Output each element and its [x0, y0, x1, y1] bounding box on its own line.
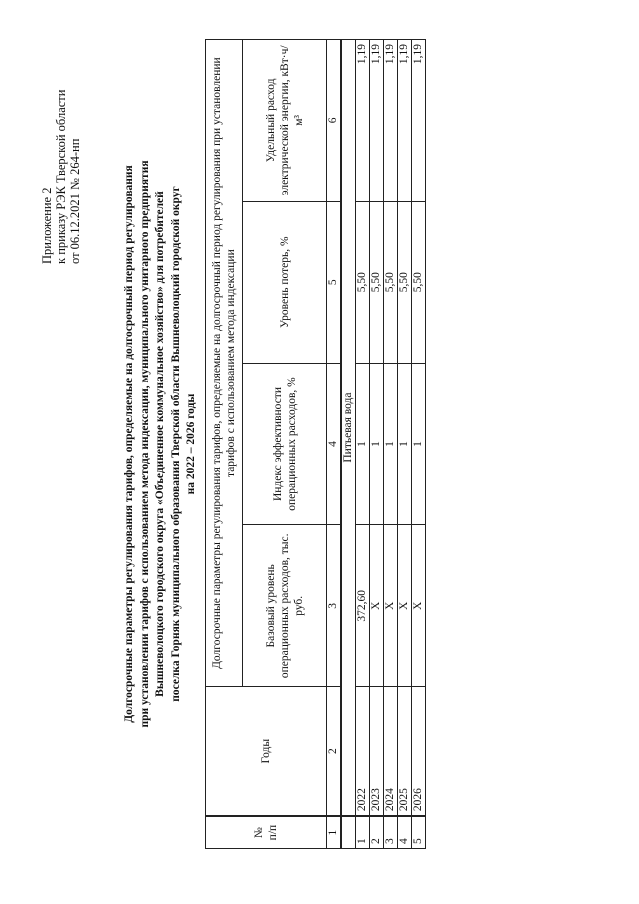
- column-number: 5: [327, 201, 342, 363]
- section-row: [341, 40, 356, 849]
- appendix-line-1: Приложение 2: [40, 187, 54, 264]
- header-energy: Удельный расход электрической энергии, кВт·ч/м³: [243, 40, 327, 202]
- table-row: [356, 40, 370, 849]
- row-losses: 5,50: [384, 201, 398, 363]
- appendix-note: [40, 34, 82, 264]
- row-number: 2: [370, 816, 384, 848]
- column-number: 3: [327, 525, 342, 687]
- row-year: 2025: [398, 687, 412, 816]
- table-row: [412, 40, 426, 849]
- row-year: 2022: [356, 687, 370, 816]
- row-year: 2023: [370, 687, 384, 816]
- column-number: 4: [327, 363, 342, 525]
- title-line-4: поселка Горняк муниципального образования Тверской области Вышневолоцкий городской округ: [169, 186, 182, 702]
- row-base-level: 372,60: [356, 525, 370, 687]
- header-group: Долгосрочные параметры регулирования тарифов, определяемые на долгосрочный период регулирования при установлении тарифов с использованием метода индексации: [206, 40, 243, 687]
- parameters-table: [205, 39, 426, 849]
- row-losses: 5,50: [370, 201, 384, 363]
- row-losses: 5,50: [398, 201, 412, 363]
- row-year: 2026: [412, 687, 426, 816]
- row-efficiency-index: 1: [370, 363, 384, 525]
- appendix-line-2: к приказу РЭК Тверской области: [54, 89, 68, 264]
- row-efficiency-index: 1: [412, 363, 426, 525]
- row-base-level: X: [370, 525, 384, 687]
- document-title: [122, 74, 200, 814]
- section-title: Питьевая вода: [341, 40, 356, 817]
- row-efficiency-index: 1: [384, 363, 398, 525]
- header-row-group: [206, 40, 243, 849]
- row-number: 3: [384, 816, 398, 848]
- header-number: № п/п: [206, 816, 327, 848]
- title-line-1: Долгосрочные параметры регулирования тарифов, определяемые на долгосрочный период регулирования: [123, 165, 135, 723]
- column-numbers-row: [327, 40, 342, 849]
- title-line-5: на 2022 – 2026 годы: [185, 393, 197, 495]
- column-number: 2: [327, 687, 342, 816]
- row-base-level: X: [412, 525, 426, 687]
- row-energy: 1,19: [412, 40, 426, 202]
- appendix-line-3: от 06.12.2021 № 264-нп: [68, 138, 82, 264]
- table-row: [398, 40, 412, 849]
- section-cell-empty: [341, 816, 356, 848]
- row-energy: 1,19: [384, 40, 398, 202]
- row-number: 5: [412, 816, 426, 848]
- header-efficiency-index: Индекс эффективности операционных расходов, %: [243, 363, 327, 525]
- table-row: [384, 40, 398, 849]
- row-energy: 1,19: [370, 40, 384, 202]
- row-efficiency-index: 1: [398, 363, 412, 525]
- header-base-level: Базовый уровень операционных расходов, тыс. руб.: [243, 525, 327, 687]
- row-base-level: X: [398, 525, 412, 687]
- row-energy: 1,19: [398, 40, 412, 202]
- header-losses: Уровень потерь, %: [243, 201, 327, 363]
- title-line-3: Вышневолоцкого городского округа «Объединенное коммунальное хозяйство» для потребителей: [154, 191, 166, 697]
- column-number: 6: [327, 40, 342, 202]
- header-years: Годы: [206, 687, 327, 816]
- column-number: 1: [327, 816, 342, 848]
- row-energy: 1,19: [356, 40, 370, 202]
- row-year: 2024: [384, 687, 398, 816]
- row-losses: 5,50: [412, 201, 426, 363]
- row-losses: 5,50: [356, 201, 370, 363]
- row-efficiency-index: 1: [356, 363, 370, 525]
- row-base-level: X: [384, 525, 398, 687]
- table-row: [370, 40, 384, 849]
- row-number: 1: [356, 816, 370, 848]
- row-number: 4: [398, 816, 412, 848]
- title-line-2: при установлении тарифов с использованием метода индексации, муниципального унитарного предприятия: [138, 160, 151, 728]
